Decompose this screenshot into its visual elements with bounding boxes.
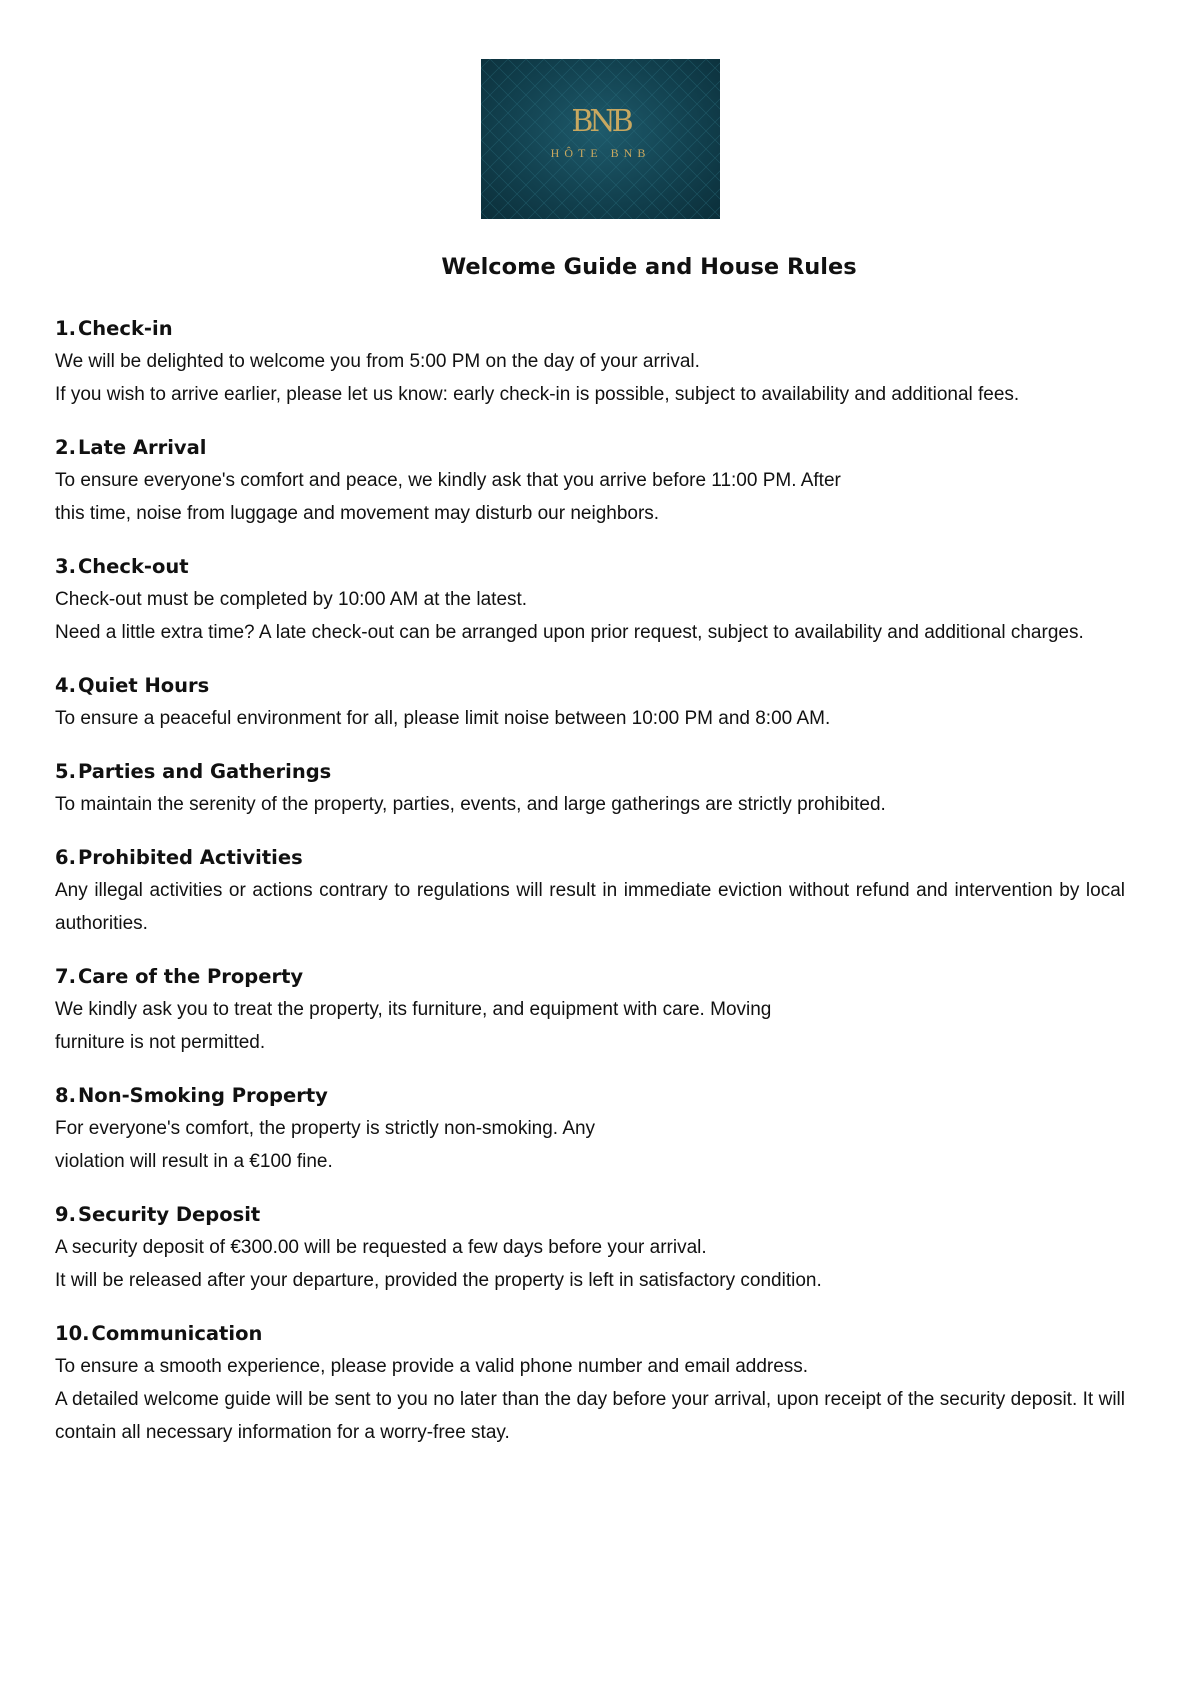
- section-number: 3.: [55, 555, 76, 578]
- rule-section-check-out: [55, 553, 1125, 649]
- section-paragraph: If you wish to arrive earlier, please let us know: early check-in is possible, subject to availability and additional fees.: [55, 384, 1020, 405]
- section-title: Check-in: [77, 317, 173, 340]
- rule-section-parties: [55, 758, 1125, 821]
- section-number: 4.: [55, 674, 76, 697]
- logo: [481, 59, 720, 219]
- section-number: 1.: [55, 317, 76, 340]
- section-title: Check-out: [77, 555, 189, 578]
- section-paragraph: Check-out must be completed by 10:00 AM at the latest.: [55, 589, 528, 610]
- rule-section-late-arrival: [55, 434, 1125, 530]
- section-heading: [55, 1320, 1125, 1348]
- section-paragraph: Any illegal activities or actions contrary to regulations will result in immediate eviction without refund and intervention by local authorities.: [55, 880, 1125, 934]
- section-heading: [55, 844, 1125, 872]
- section-paragraph: Need a little extra time? A late check-out can be arranged upon prior request, subject to availability and additional charges.: [55, 622, 1084, 643]
- rule-section-quiet-hours: [55, 672, 1125, 735]
- section-number: 6.: [55, 846, 76, 869]
- logo-name: HÔTE BNB: [550, 146, 651, 160]
- section-title: Care of the Property: [77, 965, 304, 988]
- section-heading: [55, 672, 1125, 700]
- rule-section-security-deposit: [55, 1201, 1125, 1297]
- section-paragraph: furniture is not permitted.: [55, 1032, 266, 1053]
- section-paragraph: To maintain the serenity of the property, parties, events, and large gatherings are strictly prohibited.: [55, 794, 886, 815]
- rule-section-communication: [55, 1320, 1125, 1449]
- rule-section-non-smoking: [55, 1082, 1125, 1178]
- rule-section-prohibited-activities: [55, 844, 1125, 940]
- section-heading: [55, 1082, 1125, 1110]
- rule-section-care-of-property: [55, 963, 1125, 1059]
- section-paragraph: To ensure a smooth experience, please provide a valid phone number and email address.: [55, 1356, 809, 1377]
- section-number: 7.: [55, 965, 76, 988]
- section-number: 5.: [55, 760, 76, 783]
- section-paragraph: For everyone's comfort, the property is strictly non-smoking. Any: [55, 1118, 596, 1139]
- rules-list: [55, 315, 1125, 1472]
- section-paragraph: To ensure a peaceful environment for all, please limit noise between 10:00 PM and 8:00 AM.: [55, 708, 831, 729]
- section-heading: [55, 553, 1125, 581]
- section-title: Late Arrival: [77, 436, 207, 459]
- logo-monogram: BNB: [571, 104, 630, 139]
- section-paragraph: A security deposit of €300.00 will be requested a few days before your arrival.: [55, 1237, 707, 1258]
- section-paragraph: violation will result in a €100 fine.: [55, 1151, 333, 1172]
- section-paragraph: We will be delighted to welcome you from 5:00 PM on the day of your arrival.: [55, 351, 700, 372]
- section-paragraph: It will be released after your departure, provided the property is left in satisfactory condition.: [55, 1270, 822, 1291]
- section-title: Non-Smoking Property: [77, 1084, 328, 1107]
- section-heading: [55, 758, 1125, 786]
- section-paragraph: A detailed welcome guide will be sent to you no later than the day before your arrival, upon receipt of the security deposit. It will contain all necessary information for a worry-free stay.: [55, 1389, 1125, 1443]
- section-heading: [55, 1201, 1125, 1229]
- section-title: Communication: [91, 1322, 263, 1345]
- section-heading: [55, 963, 1125, 991]
- section-paragraph: this time, noise from luggage and movement may disturb our neighbors.: [55, 503, 660, 524]
- section-number: 10.: [55, 1322, 90, 1345]
- page-title: Welcome Guide and House Rules: [441, 254, 857, 280]
- section-number: 8.: [55, 1084, 76, 1107]
- section-heading: [55, 434, 1125, 462]
- rule-section-check-in: [55, 315, 1125, 411]
- section-title: Security Deposit: [77, 1203, 261, 1226]
- section-number: 2.: [55, 436, 76, 459]
- logo-pattern-background: [481, 59, 720, 219]
- section-title: Parties and Gatherings: [77, 760, 332, 783]
- section-heading: [55, 315, 1125, 343]
- section-paragraph: We kindly ask you to treat the property, its furniture, and equipment with care. Moving: [55, 999, 772, 1020]
- section-title: Quiet Hours: [77, 674, 210, 697]
- section-number: 9.: [55, 1203, 76, 1226]
- section-title: Prohibited Activities: [77, 846, 303, 869]
- section-paragraph: To ensure everyone's comfort and peace, we kindly ask that you arrive before 11:00 PM. After: [55, 470, 841, 491]
